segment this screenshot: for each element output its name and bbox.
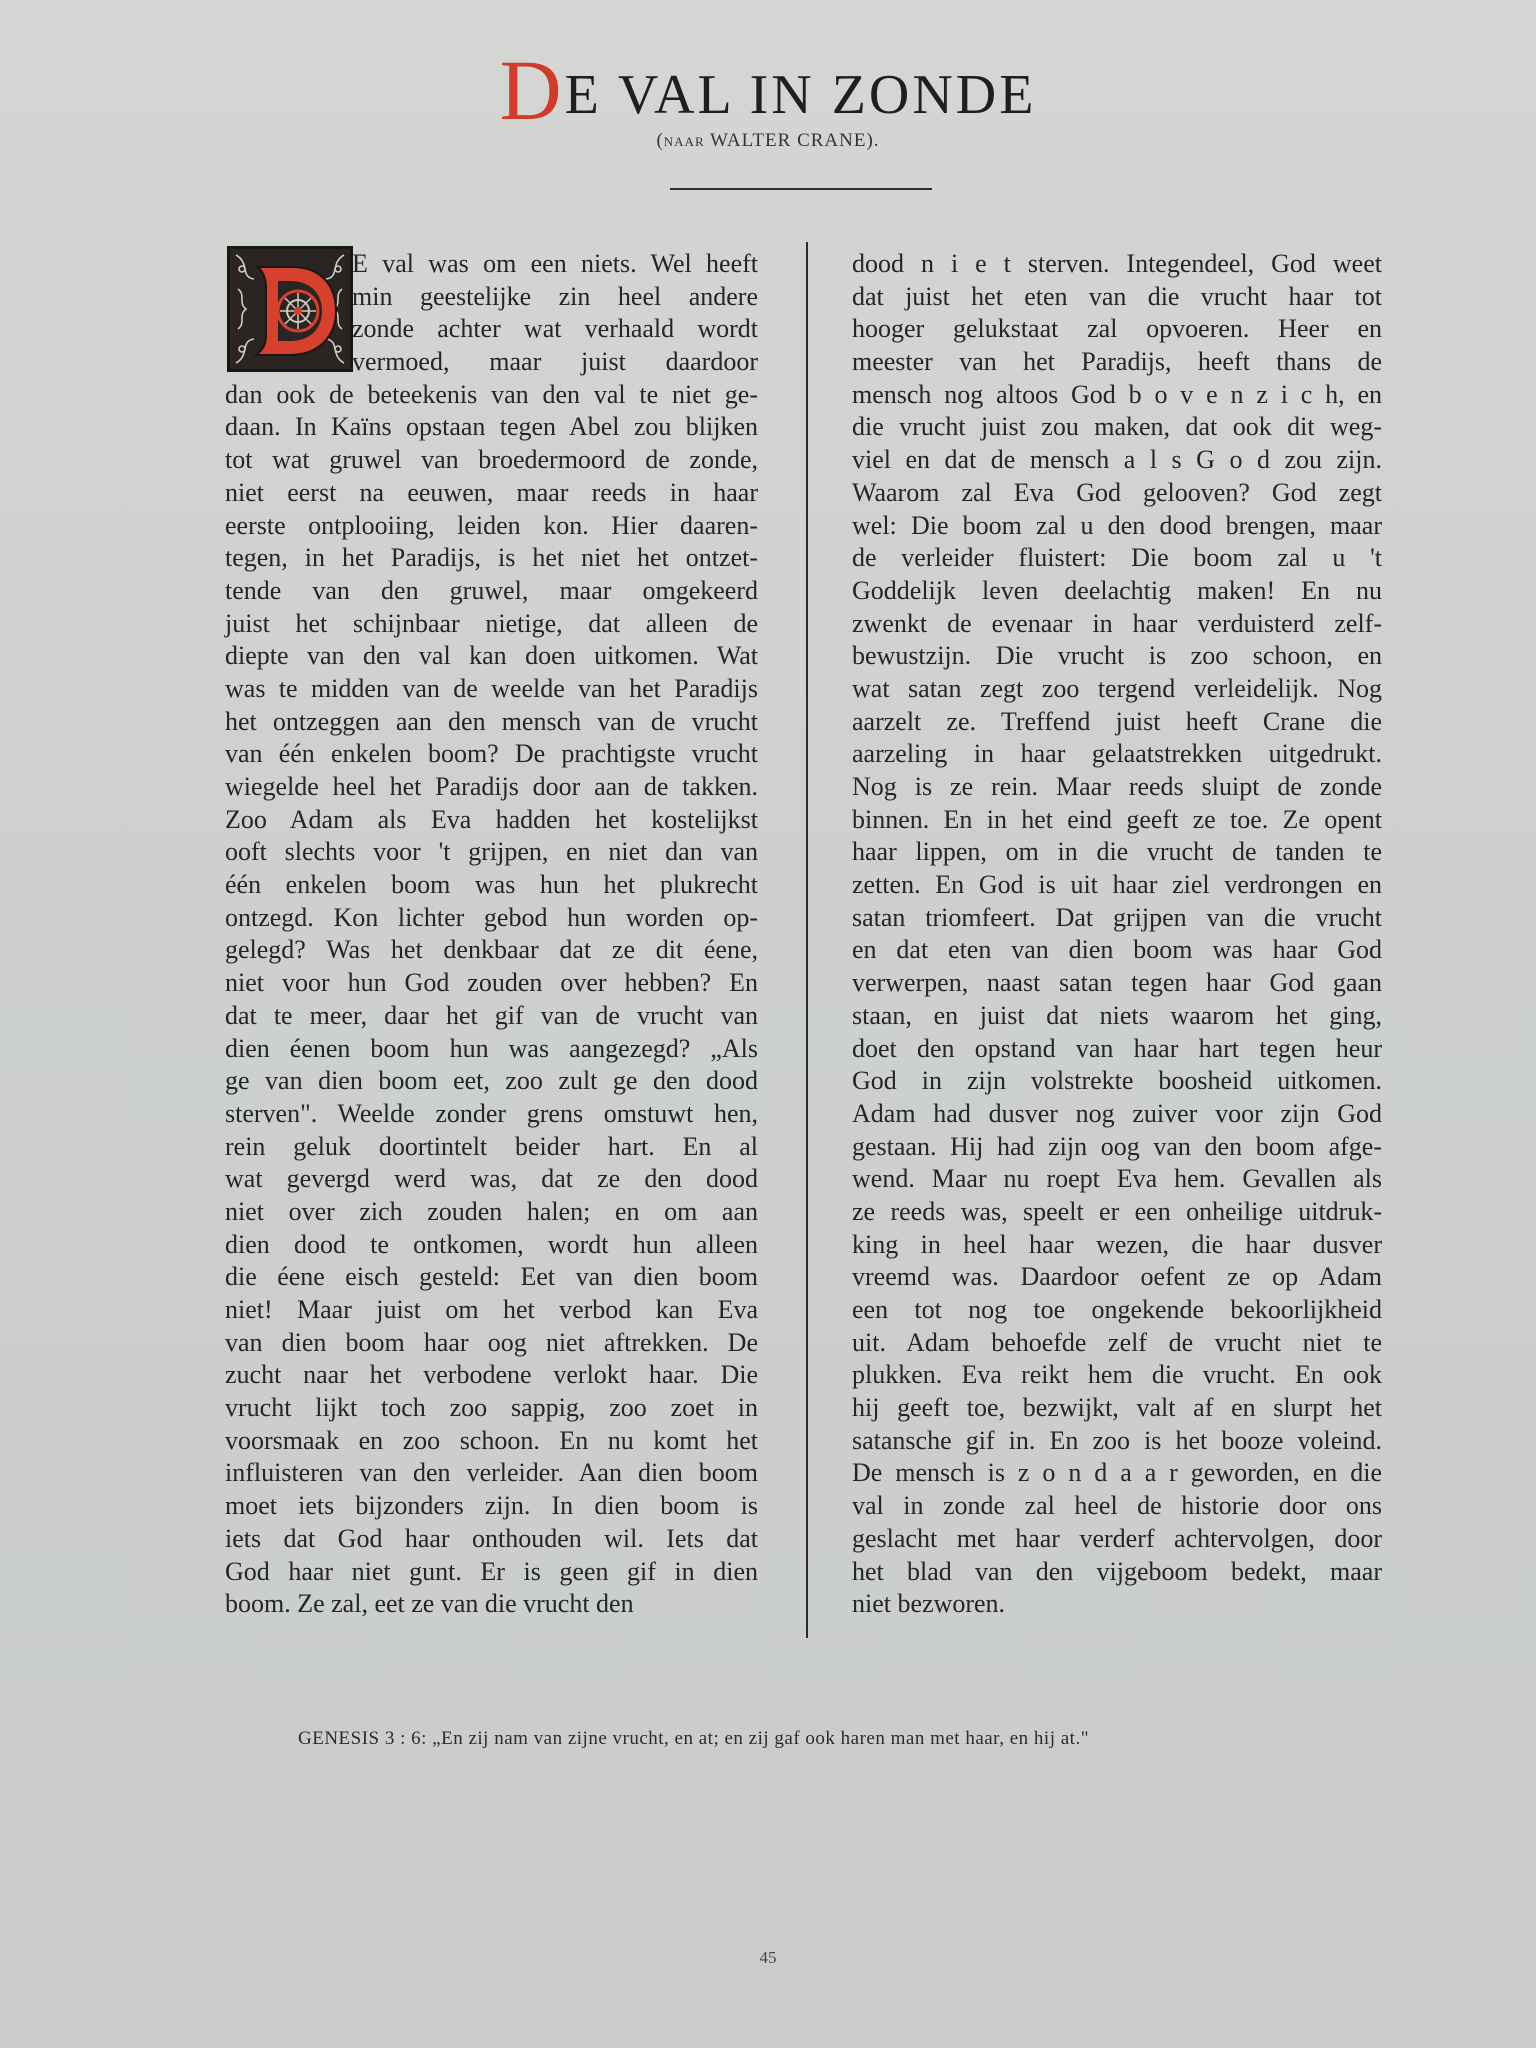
text-line: zonde achter wat verhaald wordt [352,314,758,344]
text-line: hooger gelukstaat zal opvoeren. Heer en [852,314,1382,344]
text-line: niet voor hun God zouden over hebben? En [225,968,758,998]
text-line: verwerpen, naast satan tegen haar God gaan [852,968,1382,998]
text-line: bewustzijn. Die vrucht is zoo schoon, en [852,641,1382,671]
text-line: min geestelijke zin heel andere [352,281,758,311]
text-column-left [225,248,758,1621]
text-line: satan triomfeert. Dat grijpen van die vrucht [852,902,1382,932]
text-line: die vrucht juist zou maken, dat ook dit weg- [852,412,1382,442]
text-line: mensch nog altoos God b o v e n z i c h, en [852,379,1382,409]
text-line: binnen. En in het eind geeft ze toe. Ze opent [852,804,1382,834]
title-divider [670,188,932,190]
title-rest: E VAL IN ZONDE [564,64,1037,126]
text-line: tende van den gruwel, maar omgekeerd [225,575,758,605]
text-line: het blad van den vijgeboom bedekt, maar [852,1556,1382,1586]
text-line: van één enkelen boom? De prachtigste vrucht [225,739,758,769]
text-line: boom. Ze zal, eet ze van die vrucht den [225,1589,634,1619]
text-line: rein geluk doortintelt beider hart. En al [225,1131,758,1161]
text-line: ge van dien boom eet, zoo zult ge den dood [225,1066,758,1096]
text-line: niet over zich zouden halen; en om aan [225,1196,758,1226]
text-line: influisteren van den verleider. Aan dien boom [225,1458,758,1488]
text-line: king in heel haar wezen, die haar dusver [852,1229,1382,1259]
text-line: tot wat gruwel van broedermoord de zonde, [225,445,758,475]
text-line: vrucht lijkt toch zoo sappig, zoo zoet in [225,1393,758,1423]
text-line: zucht naar het verbodene verlokt haar. Die [225,1360,758,1390]
text-line: één enkelen boom was hun het plukrecht [225,870,758,900]
text-line: voorsmaak en zoo schoon. En nu komt het [225,1425,758,1455]
text-line: wel: Die boom zal u den dood brengen, maar [852,510,1382,540]
text-line: niet bezworen. [852,1589,1006,1619]
page-subtitle: (naar WALTER CRANE). [656,130,880,151]
column-divider [806,242,808,1638]
text-line: wiegelde heel het Paradijs door aan de takken. [225,772,758,801]
text-line: niet eerst na eeuwen, maar reeds in haar [225,477,758,507]
text-line: vermoed, maar juist daardoor [352,347,758,377]
text-line: dan ook de beteekenis van den val te niet ge- [225,379,758,409]
text-line: wend. Maar nu roept Eva hem. Gevallen als [852,1164,1382,1194]
text-line: viel en dat de mensch a l s G o d zou zijn. [852,445,1382,475]
text-line: ze reeds was, speelt er een onheilige uitdruk- [852,1196,1382,1226]
text-line: wat satan zegt zoo tergend verleidelijk. Nog [852,673,1382,703]
text-line: meester van het Paradijs, heeft thans de [852,347,1382,377]
text-line: aarzeling in haar gelaatstrekken uitgedrukt. [852,739,1382,769]
text-line: eerste ontplooiing, leiden kon. Hier daaren- [225,510,758,540]
text-line: die éene eisch gesteld: Eet van dien boom [225,1262,758,1292]
text-line: dien éenen boom hun was aangezegd? „Als [225,1033,758,1063]
text-line: dien dood te ontkomen, wordt hun alleen [225,1229,758,1259]
text-line: God haar niet gunt. Er is geen gif in dien [225,1556,758,1586]
text-line: Nog is ze rein. Maar reeds sluipt de zonde [852,772,1382,801]
text-line: wat gevergd werd was, dat ze den dood [225,1164,758,1194]
text-line: hij geeft toe, bezwijkt, valt af en slurpt het [852,1393,1382,1423]
text-line: Waarom zal Eva God gelooven? God zegt [852,477,1382,507]
text-line: van dien boom haar oog niet aftrekken. De [225,1327,758,1357]
text-line: tegen, in het Paradijs, is het niet het ontzet- [225,543,758,573]
text-line: gelegd? Was het denkbaar dat ze dit éene, [225,935,758,965]
text-line: juist het schijnbaar nietige, dat alleen de [225,608,758,638]
text-line: het ontzeggen aan den mensch van de vrucht [225,706,758,736]
scripture-quote: GENESIS 3 : 6: „En zij nam van zijne vrucht, en at; en zij gaf ook haren man met haar, en hij at." [298,1728,1089,1749]
text-line: ooft slechts voor 't grijpen, en niet dan van [225,837,758,867]
text-line: uit. Adam behoefde zelf de vrucht niet te [852,1327,1382,1357]
text-line: niet! Maar juist om het verbod kan Eva [225,1295,758,1324]
text-line: zwenkt de evenaar in haar verduisterd zelf- [852,608,1382,638]
text-line: doet den opstand van haar hart tegen heur [852,1033,1382,1063]
text-line: gestaan. Hij had zijn oog van den boom afge- [852,1131,1382,1161]
text-line: staan, en juist dat niets waarom het ging, [852,1000,1382,1030]
text-line: iets dat God haar onthouden wil. Iets dat [225,1523,758,1553]
text-line: en dat eten van dien boom was haar God [852,935,1382,965]
text-line: Goddelijk leven deelachtig maken! En nu [852,575,1382,605]
text-line: val in zonde zal heel de historie door ons [852,1491,1382,1521]
text-line: haar lippen, om in die vrucht de tanden te [852,837,1382,867]
text-line: moet iets bijzonders zijn. In dien boom is [225,1491,758,1521]
text-line: vreemd was. Daardoor oefent ze op Adam [852,1262,1382,1292]
text-line: plukken. Eva reikt hem die vrucht. En ook [852,1360,1382,1390]
text-line: aarzelt ze. Treffend juist heeft Crane die [852,706,1382,736]
text-line: een tot nog toe ongekende bekoorlijkheid [852,1295,1382,1324]
text-line: sterven". Weelde zonder grens omstuwt hen, [225,1098,758,1128]
text-line: geslacht met haar verderf achtervolgen, door [852,1523,1382,1553]
title-initial: D [499,42,565,138]
text-line: diepte van den val kan doen uitkomen. Wat [225,641,758,671]
text-line: Adam had dusver nog zuiver voor zijn God [852,1098,1382,1128]
text-line: dat juist het eten van die vrucht haar tot [852,281,1382,311]
text-line: zetten. En God is uit haar ziel verdrongen en [852,870,1382,900]
text-column-right [852,248,1382,1621]
text-line: de verleider fluistert: Die boom zal u 't [852,543,1382,573]
text-line: ontzegd. Kon lichter gebod hun worden op- [225,902,758,932]
text-line: De mensch is z o n d a a r geworden, en die [852,1458,1382,1488]
text-line: satansche gif in. En zoo is het booze voleind. [852,1425,1382,1455]
text-line: E val was om een niets. Wel heeft [352,249,758,278]
page-title [0,40,1536,140]
text-line: dood n i e t sterven. Integendeel, God weet [852,249,1382,278]
text-line: was te midden van de weelde van het Paradijs [225,673,758,703]
text-line: dat te meer, daar het gif van de vrucht van [225,1000,758,1030]
text-line: God in zijn volstrekte boosheid uitkomen. [852,1066,1382,1096]
page-number: 45 [759,1948,777,1967]
text-line: Zoo Adam als Eva hadden het kostelijkst [225,804,758,834]
text-line: daan. In Kaïns opstaan tegen Abel zou blijken [225,412,758,442]
